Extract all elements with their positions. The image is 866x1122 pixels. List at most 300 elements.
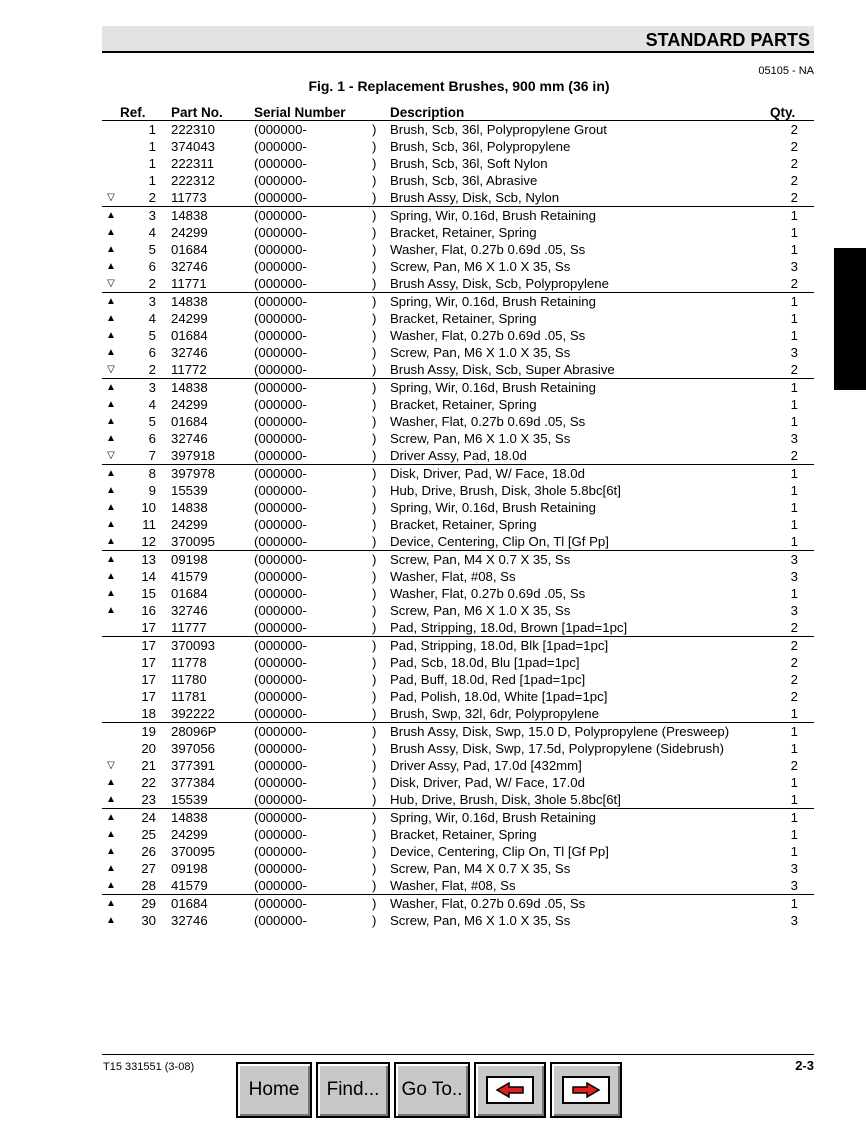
qty-cell: 2 [790,655,798,670]
serial-close-cell: ) [372,345,377,360]
ref-cell: 17 [120,637,171,655]
table-row [102,516,814,533]
table-row [102,671,814,688]
description-cell: Screw, Pan, M4 X 0.7 X 35, Ss [390,551,770,569]
table-row [102,809,814,827]
serial-cell: (000000- [254,551,372,569]
part-number-cell: 32746 [171,913,208,928]
table-row [102,361,814,379]
marker: ▲ [106,433,116,444]
marker: ▲ [102,895,120,913]
marker [102,155,120,172]
description-cell: Bracket, Retainer, Spring [390,397,537,412]
qty-cell: 3 [790,603,798,618]
serial-close-cell: ) [372,569,377,584]
table-row [102,895,814,913]
marker: ▽ [107,192,115,203]
description-cell: Brush Assy, Disk, Scb, Super Abrasive [390,362,615,377]
column-header-description: Description [390,105,770,121]
ref-cell: 14 [141,569,156,584]
ref-cell: 1 [148,139,156,154]
table-row [102,413,814,430]
serial-close-cell: ) [372,431,377,446]
serial-close-cell: ) [372,259,377,274]
table-row [102,654,814,671]
serial-close-cell: ) [372,861,377,876]
description-cell: Spring, Wir, 0.16d, Brush Retaining [390,207,770,225]
next-page-button[interactable] [550,1062,622,1118]
description-cell: Pad, Stripping, 18.0d, Blk [1pad=1pc] [390,637,770,655]
serial-close-cell: ) [372,397,377,412]
part-number-cell: 01684 [171,242,208,257]
column-header-ref: Ref. [120,105,171,121]
ref-cell: 3 [120,379,171,397]
table-row [102,499,814,516]
table-row [102,826,814,843]
description-cell: Screw, Pan, M6 X 1.0 X 35, Ss [390,431,571,446]
table-row [102,568,814,585]
marker [102,688,120,705]
serial-cell: (000000- [254,465,372,483]
part-number-cell: 01684 [171,328,208,343]
table-row [102,430,814,447]
serial-close-cell: ) [372,603,377,618]
ref-cell: 6 [148,431,156,446]
ref-cell: 8 [120,465,171,483]
ref-cell: 6 [148,259,156,274]
table-row [102,791,814,809]
marker: ▲ [106,571,116,582]
ref-cell: 15 [141,586,156,601]
part-number-cell: 15539 [171,483,208,498]
serial-cell: (000000- [254,637,372,655]
serial-cell: (000000- [254,758,307,773]
description-cell: Washer, Flat, 0.27b 0.69d .05, Ss [390,586,586,601]
part-number-cell: 397918 [171,448,216,463]
serial-close-cell: ) [372,207,390,225]
qty-cell: 1 [770,465,814,483]
part-number-cell: 41579 [171,569,208,584]
serial-close-cell: ) [372,156,377,171]
figure-title: Fig. 1 - Replacement Brushes, 900 mm (36 in) [308,78,610,94]
serial-close-cell: ) [372,190,377,205]
marker [102,172,120,189]
marker: ▲ [102,465,120,483]
qty-cell: 1 [790,534,798,549]
table-row [102,275,814,293]
description-cell: Brush, Swp, 32l, 6dr, Polypropylene [390,706,599,721]
serial-close-cell: ) [372,792,377,807]
serial-close-cell: ) [372,809,390,827]
ref-cell: 12 [141,534,156,549]
qty-cell: 1 [770,809,814,827]
qty-cell: 3 [790,431,798,446]
description-cell: Brush Assy, Disk, Scb, Nylon [390,190,560,205]
qty-cell: 2 [790,620,798,635]
ref-cell: 2 [148,190,156,205]
description-cell: Washer, Flat, 0.27b 0.69d .05, Ss [390,242,586,257]
description-cell: Washer, Flat, 0.27b 0.69d .05, Ss [390,328,586,343]
qty-cell: 2 [790,758,798,773]
description-cell: Washer, Flat, #08, Ss [390,878,516,893]
marker: ▲ [102,293,120,311]
part-number-cell: 222311 [171,156,215,171]
previous-page-button[interactable] [474,1062,546,1118]
qty-cell: 1 [790,775,798,790]
ref-cell: 19 [120,723,171,741]
serial-cell: (000000- [254,156,307,171]
marker: ▲ [102,809,120,827]
table-row [102,224,814,241]
marker: ▲ [106,588,116,599]
description-cell: Brush, Scb, 36l, Soft Nylon [390,156,548,171]
ref-cell: 2 [148,362,156,377]
doc-code: 05105 - NA [758,65,814,77]
description-cell: Bracket, Retainer, Spring [390,827,537,842]
serial-cell: (000000- [254,431,307,446]
part-number-cell: 32746 [171,431,208,446]
part-number-cell: 15539 [171,792,208,807]
table-row [102,465,814,483]
ref-cell: 5 [148,414,156,429]
serial-cell: (000000- [254,895,372,913]
description-cell: Screw, Pan, M6 X 1.0 X 35, Ss [390,913,571,928]
table-row [102,344,814,361]
serial-cell: (000000- [254,362,307,377]
description-cell: Brush, Scb, 36l, Polypropylene Grout [390,122,607,137]
document-id: T15 331551 (3-08) [103,1061,195,1073]
table-row [102,172,814,189]
table-row [102,551,814,569]
serial-cell: (000000- [254,139,307,154]
table-row [102,138,814,155]
table-row [102,740,814,757]
part-number-cell: 09198 [171,861,208,876]
serial-close-cell: ) [372,706,377,721]
qty-cell: 2 [770,637,814,655]
part-number-cell: 14838 [171,207,254,225]
serial-close-cell: ) [372,465,390,483]
serial-cell: (000000- [254,655,307,670]
ref-cell: 1 [148,156,156,171]
part-number-cell: 11777 [171,620,207,635]
qty-cell: 2 [790,362,798,377]
part-number-cell: 370095 [171,844,216,859]
serial-close-cell: ) [372,775,377,790]
qty-cell: 2 [790,139,798,154]
serial-close-cell: ) [372,672,377,687]
qty-cell: 3 [790,259,798,274]
serial-close-cell: ) [372,311,377,326]
qty-cell: 1 [770,293,814,311]
part-number-cell: 222310 [171,122,216,137]
page-title: STANDARD PARTS [645,30,810,50]
qty-cell: 1 [790,414,798,429]
serial-cell: (000000- [254,827,307,842]
part-number-cell: 24299 [171,517,208,532]
table-row [102,293,814,311]
part-number-cell: 24299 [171,397,208,412]
description-cell: Pad, Buff, 18.0d, Red [1pad=1pc] [390,672,586,687]
section-tab-marker [834,248,866,390]
part-number-cell: 32746 [171,259,208,274]
serial-close-cell: ) [372,586,377,601]
part-number-cell: 24299 [171,311,208,326]
serial-close-cell: ) [372,895,390,913]
ref-cell: 21 [141,758,156,773]
serial-close-cell: ) [372,827,377,842]
qty-cell: 1 [790,483,798,498]
ref-cell: 28 [141,878,156,893]
part-number-cell: 397056 [171,741,216,756]
serial-cell: (000000- [254,878,307,893]
description-cell: Screw, Pan, M4 X 0.7 X 35, Ss [390,861,571,876]
marker: ▲ [106,485,116,496]
serial-cell: (000000- [254,173,307,188]
serial-close-cell: ) [372,878,377,893]
part-number-cell: 11778 [171,655,207,670]
qty-cell: 3 [790,345,798,360]
column-header-qty: Qty. [770,105,814,121]
serial-close-cell: ) [372,328,377,343]
part-number-cell: 222312 [171,173,216,188]
serial-cell: (000000- [254,672,307,687]
serial-cell: (000000- [254,500,307,515]
serial-cell: (000000- [254,586,307,601]
serial-cell: (000000- [254,122,307,137]
page-number: 2-3 [795,1058,814,1073]
marker: ▲ [106,777,116,788]
part-number-cell: 374043 [171,139,216,154]
qty-cell: 1 [770,723,814,741]
part-number-cell: 24299 [171,225,208,240]
table-row [102,310,814,327]
qty-cell: 1 [790,792,798,807]
part-number-cell: 32746 [171,345,208,360]
serial-cell: (000000- [254,397,307,412]
marker: ▲ [106,502,116,513]
description-cell: Brush Assy, Disk, Scb, Polypropylene [390,276,609,291]
ref-cell: 30 [141,913,156,928]
ref-cell: 5 [148,328,156,343]
description-cell: Bracket, Retainer, Spring [390,225,537,240]
marker: ▲ [106,313,116,324]
description-cell: Pad, Stripping, 18.0d, Brown [1pad=1pc] [390,620,628,635]
part-number-cell: 01684 [171,414,208,429]
marker: ▲ [106,829,116,840]
ref-cell: 16 [141,603,156,618]
qty-cell: 1 [790,500,798,515]
qty-cell: 1 [790,397,798,412]
left-arrow-icon [486,1076,534,1104]
description-cell: Brush Assy, Disk, Swp, 17.5d, Polypropylene (Sidebrush) [390,741,724,756]
qty-cell: 3 [790,569,798,584]
qty-cell: 1 [790,741,798,756]
serial-close-cell: ) [372,534,377,549]
serial-close-cell: ) [372,242,377,257]
marker: ▲ [106,261,116,272]
marker: ▲ [106,227,116,238]
qty-cell: 2 [790,122,798,137]
serial-close-cell: ) [372,844,377,859]
serial-close-cell: ) [372,517,377,532]
serial-close-cell: ) [372,620,377,635]
ref-cell: 11 [142,517,156,532]
serial-close-cell: ) [372,500,377,515]
qty-cell: 2 [790,672,798,687]
ref-cell: 23 [141,792,156,807]
marker: ▲ [106,244,116,255]
description-cell: Screw, Pan, M6 X 1.0 X 35, Ss [390,259,571,274]
serial-cell: (000000- [254,792,307,807]
qty-cell: 1 [790,311,798,326]
serial-cell: (000000- [254,328,307,343]
table-row [102,396,814,413]
serial-close-cell: ) [372,758,377,773]
qty-cell: 1 [790,225,798,240]
serial-close-cell: ) [372,637,390,655]
table-row [102,241,814,258]
table-row [102,602,814,619]
navigation-bar [236,1062,622,1122]
serial-close-cell: ) [372,448,377,463]
serial-cell: (000000- [254,723,372,741]
table-row [102,258,814,275]
qty-cell: 1 [790,517,798,532]
serial-cell: (000000- [254,775,307,790]
description-cell: Hub, Drive, Brush, Disk, 3hole 5.8bc[6t] [390,792,621,807]
find-button[interactable] [316,1062,390,1118]
goto-button[interactable] [394,1062,470,1118]
part-number-cell: 01684 [171,895,254,913]
qty-cell: 2 [790,156,798,171]
serial-cell: (000000- [254,741,307,756]
description-cell: Driver Assy, Pad, 17.0d [432mm] [390,758,582,773]
part-number-cell: 14838 [171,809,254,827]
part-number-cell: 09198 [171,551,254,569]
serial-close-cell: ) [372,139,377,154]
description-cell: Pad, Scb, 18.0d, Blu [1pad=1pc] [390,655,580,670]
marker: ▲ [106,330,116,341]
table-row [102,447,814,465]
marker: ▲ [106,794,116,805]
marker: ▲ [106,416,116,427]
serial-cell: (000000- [254,706,307,721]
table-header-row [102,105,814,121]
description-cell: Spring, Wir, 0.16d, Brush Retaining [390,293,770,311]
qty-cell: 3 [790,861,798,876]
description-cell: Spring, Wir, 0.16d, Brush Retaining [390,500,596,515]
part-number-cell: 11781 [171,689,207,704]
table-row [102,482,814,499]
qty-cell: 2 [790,448,798,463]
column-header-part: Part No. [171,105,254,121]
marker: ▲ [106,519,116,530]
part-number-cell: 370095 [171,534,216,549]
parts-table [102,105,814,929]
ref-cell: 5 [148,242,156,257]
marker [102,121,120,139]
marker: ▲ [106,605,116,616]
qty-cell: 1 [790,328,798,343]
qty-cell: 2 [790,276,798,291]
table-row [102,688,814,705]
serial-close-cell: ) [372,173,377,188]
serial-close-cell: ) [372,414,377,429]
serial-close-cell: ) [372,225,377,240]
ref-cell: 18 [141,706,156,721]
home-button-label: Home [248,1079,300,1100]
description-cell: Disk, Driver, Pad, W/ Face, 18.0d [390,465,770,483]
description-cell: Screw, Pan, M6 X 1.0 X 35, Ss [390,603,571,618]
ref-cell: 20 [141,741,156,756]
marker [102,671,120,688]
table-row [102,189,814,207]
footer-divider [102,1054,814,1055]
qty-cell: 1 [790,827,798,842]
table-row [102,860,814,877]
marker: ▲ [106,915,116,926]
header-bar [102,26,814,53]
table-row [102,774,814,791]
table-row [102,121,814,139]
marker: ▲ [102,207,120,225]
serial-cell: (000000- [254,534,307,549]
description-cell: Device, Centering, Clip On, Tl [Gf Pp] [390,534,609,549]
ref-cell: 1 [148,173,156,188]
serial-cell: (000000- [254,809,372,827]
serial-close-cell: ) [372,913,377,928]
marker: ▲ [106,536,116,547]
qty-cell: 1 [770,379,814,397]
table-row [102,705,814,723]
ref-cell: 27 [141,861,156,876]
home-button[interactable] [236,1062,312,1118]
serial-cell: (000000- [254,861,307,876]
description-cell: Washer, Flat, 0.27b 0.69d .05, Ss [390,895,770,913]
qty-cell: 3 [770,551,814,569]
ref-cell: 25 [141,827,156,842]
serial-close-cell: ) [372,655,377,670]
qty-cell: 1 [790,242,798,257]
ref-cell: 3 [120,207,171,225]
ref-cell: 4 [148,311,156,326]
table-row [102,379,814,397]
serial-cell: (000000- [254,620,307,635]
marker: ▲ [102,379,120,397]
marker [102,654,120,671]
ref-cell: 17 [141,672,156,687]
ref-cell: 17 [141,620,156,635]
ref-cell: 24 [120,809,171,827]
goto-button-label: Go To.. [401,1079,463,1100]
serial-close-cell: ) [372,551,390,569]
marker: ▲ [106,863,116,874]
column-header-serial: Serial Number [254,105,372,121]
marker: ▲ [106,399,116,410]
table-row [102,155,814,172]
marker: ▽ [107,450,115,461]
description-cell: Pad, Polish, 18.0d, White [1pad=1pc] [390,689,608,704]
serial-cell: (000000- [254,913,307,928]
serial-close-cell: ) [372,362,377,377]
marker [102,619,120,637]
ref-cell: 13 [120,551,171,569]
table-row [102,327,814,344]
part-number-cell: 370093 [171,637,254,655]
marker [102,740,120,757]
qty-cell: 2 [790,173,798,188]
